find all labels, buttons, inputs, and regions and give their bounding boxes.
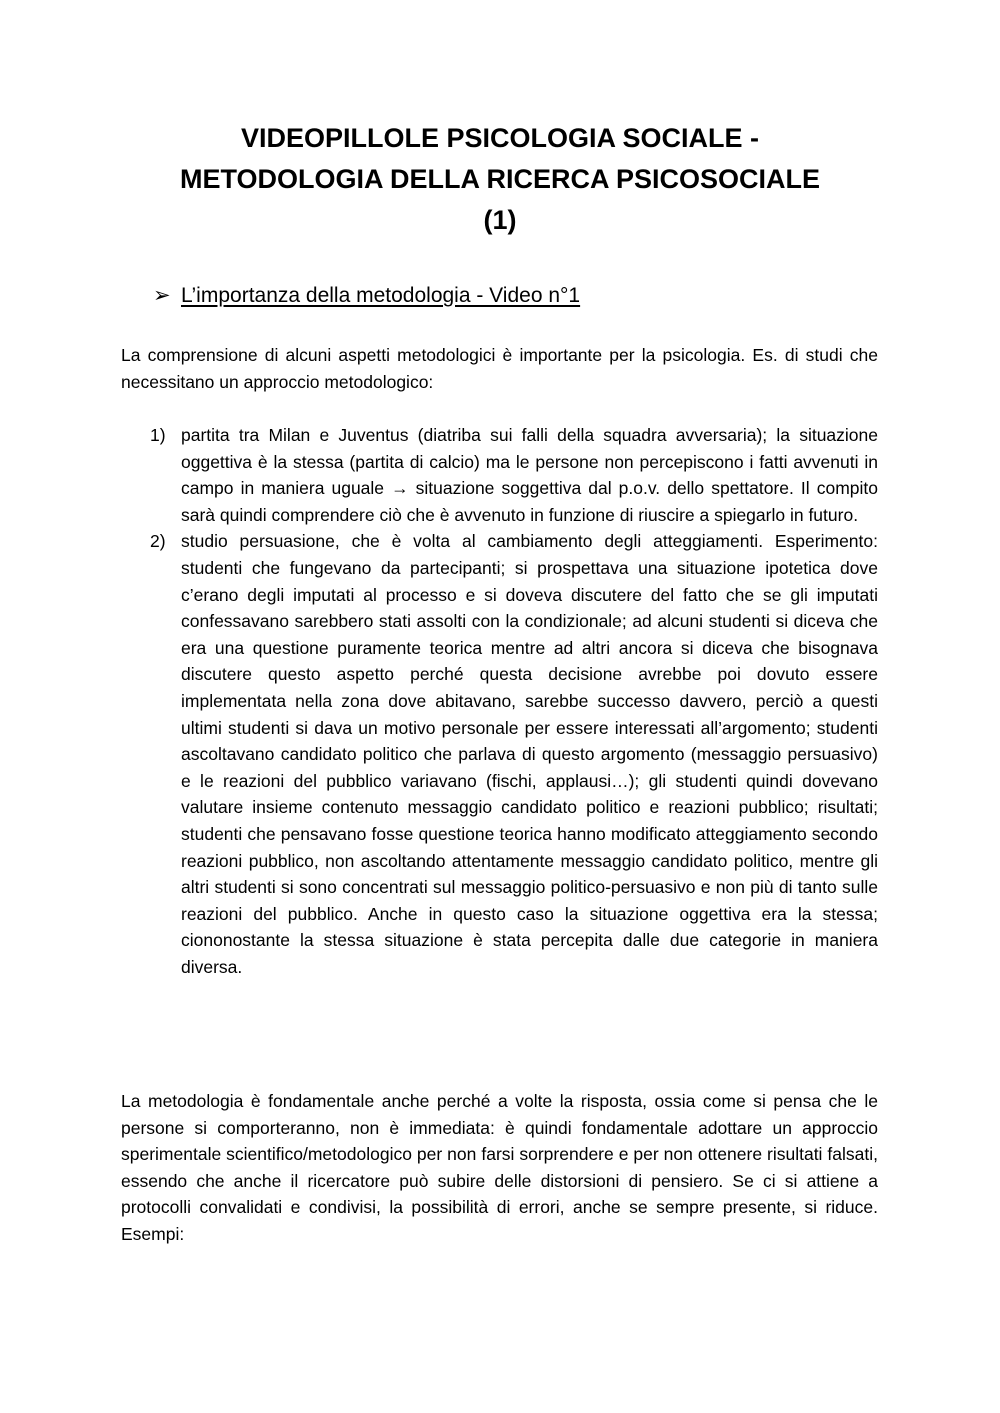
intro-paragraph: La comprensione di alcuni aspetti metodologici è importante per la psicologia. Es. di studi che necessitano un approccio metodologico: [121, 345, 878, 392]
arrow-bullet-icon: ➢ [153, 284, 171, 307]
document-title [120, 118, 880, 241]
examples-list [150, 422, 878, 980]
list-item [150, 422, 878, 528]
closing-paragraph: La metodologia è fondamentale anche perché a volte la risposta, ossia come si pensa che le persone si comporteranno, non è immediata: è quindi fondamentale adottare un approccio sperimentale scientifico/metodologico per non farsi sorprendere e per non ottenere risultati falsati, essendo che anche il ricercatore può subire delle distorsioni di pensiero. Se ci si attiene a protocolli convalidati e condivisi, la possibilità di errori, anche se sempre presente, si riduce. Esempi: [121, 1091, 878, 1244]
list-item [150, 528, 878, 980]
title-line-3: (1) [483, 205, 517, 235]
list-item-number: 2) [150, 531, 166, 552]
list-item-number: 1) [150, 425, 166, 445]
list-item-text: studio persuasione, che è volta al cambiamento degli atteggiamenti. Esperimento: studenti che fungevano da partecipanti; si prospettava una situazione ipotetica dove c’erano degli imputati al processo e si doveva discutere del fatto che se gli imputati confessavano sarebbero stati assolti con la condizionale; ad alcuni studenti si diceva che era una questione puramente teorica mentre ad altri ancora si diceva che bisognava discutere questo aspetto perché questa decisione avrebbe poi dovuto essere implementata nella zona dove abitavano, sarebbe successo davvero, perciò a questi ultimi studenti si dava un motivo personale per essere interessati all’argomento; studenti ascoltavano candidato politico che parlava di questo argomento (messaggio persuasivo) e le reazioni del pubblico variavano (fischi, applausi…); gli studenti quindi dovevano valutare insieme contenuto messaggio candidato politico e reazioni pubblico; risultati; studenti che pensavano fosse questione teorica hanno modificato atteggiamento secondo reazioni pubblico, non ascoltando attentamente messaggio candidato politico, mentre gli altri studenti si sono concentrati sul messaggio politico-persuasivo e non più di tanto sulle reazioni del pubblico. Anche in questo caso la situazione oggettiva era la stessa; ciononostante la stessa situazione è stata percepita dalle due categorie in maniera diversa. [181, 531, 878, 977]
section-heading-text: L’importanza della metodologia - Video n°1 [181, 284, 581, 307]
list-item-text: partita tra Milan e Juventus (diatriba sui falli della squadra avversaria); la situazione oggettiva è la stessa (partita di calcio) ma le persone non percepiscono i fatti avvenuti in campo in maniera uguale → situazione soggettiva dal p.o.v. dello spettatore. Il compito sarà quindi comprendere ciò che è avvenuto in funzione di riuscire a spiegarlo in futuro. [181, 425, 878, 525]
title-line-1: VIDEOPILLOLE PSICOLOGIA SOCIALE - [240, 123, 760, 153]
section-heading [153, 282, 580, 310]
title-line-2: METODOLOGIA DELLA RICERCA PSICOSOCIALE [179, 164, 821, 194]
